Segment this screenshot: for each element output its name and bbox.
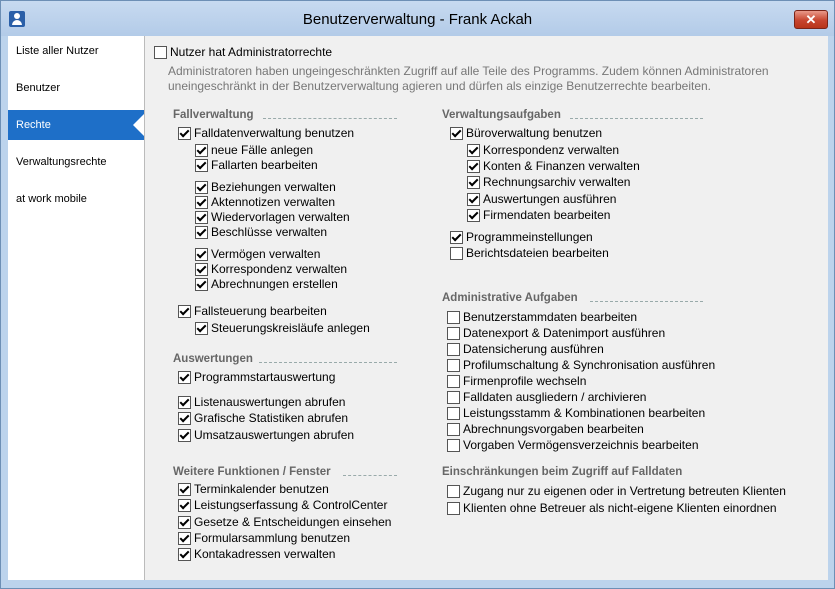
label-beschluesse: Beschlüsse verwalten bbox=[211, 225, 328, 239]
label-abrechnungen: Abrechnungen erstellen bbox=[211, 277, 338, 291]
section-title-weitere-funktionen: Weitere Funktionen / Fenster bbox=[173, 466, 331, 478]
checkbox-klienten-ohne-betreuer[interactable] bbox=[447, 502, 460, 515]
label-terminkalender: Terminkalender benutzen bbox=[194, 482, 329, 496]
label-auswertungen-ausfuehren: Auswertungen ausführen bbox=[483, 192, 617, 206]
checkbox-formularsammlung[interactable] bbox=[178, 532, 191, 545]
label-vorgaben-vermoegensverzeichnis: Vorgaben Vermögensverzeichnis bearbeiten bbox=[463, 438, 699, 452]
label-wiedervorlagen: Wiedervorlagen verwalten bbox=[211, 210, 350, 224]
checkbox-neue-faelle[interactable] bbox=[195, 144, 208, 157]
close-icon: ✕ bbox=[805, 12, 817, 27]
sidebar-item-label: Verwaltungsrechte bbox=[16, 156, 107, 168]
label-fallsteuerung: Fallsteuerung bearbeiten bbox=[194, 304, 327, 318]
label-korrespondenz-buero: Korrespondenz verwalten bbox=[483, 143, 620, 157]
label-firmenprofile: Firmenprofile wechseln bbox=[463, 374, 587, 388]
label-klienten-ohne-betreuer: Klienten ohne Betreuer als nicht-eigene Klienten einordnen bbox=[463, 501, 777, 515]
label-firmendaten: Firmendaten bearbeiten bbox=[483, 208, 611, 222]
label-falldaten-ausgliedern: Falldaten ausgliedern / archivieren bbox=[463, 390, 647, 404]
label-grafische-statistiken: Grafische Statistiken abrufen bbox=[194, 411, 349, 425]
label-vermoegen: Vermögen verwalten bbox=[211, 247, 321, 261]
label-aktennotizen: Aktennotizen verwalten bbox=[211, 195, 336, 209]
checkbox-konten-finanzen[interactable] bbox=[467, 160, 480, 173]
label-profilumschaltung: Profilumschaltung & Synchronisation ausführen bbox=[463, 358, 716, 372]
checkbox-vorgaben-vermoegensverzeichnis[interactable] bbox=[447, 439, 460, 452]
checkbox-umsatzauswertungen[interactable] bbox=[178, 429, 191, 442]
checkbox-grafische-statistiken[interactable] bbox=[178, 412, 191, 425]
label-gesetze: Gesetze & Entscheidungen einsehen bbox=[194, 515, 392, 529]
checkbox-vermoegen[interactable] bbox=[195, 248, 208, 261]
checkbox-fallarten[interactable] bbox=[195, 159, 208, 172]
checkbox-abrechnungsvorgaben[interactable] bbox=[447, 423, 460, 436]
checkbox-zugang-eigene-klienten[interactable] bbox=[447, 485, 460, 498]
label-berichtsdateien: Berichtsdateien bearbeiten bbox=[466, 246, 609, 260]
label-kontakadressen: Kontakadressen verwalten bbox=[194, 547, 336, 561]
checkbox-beschluesse[interactable] bbox=[195, 226, 208, 239]
checkbox-programmeinstellungen[interactable] bbox=[450, 231, 463, 244]
label-fallarten: Fallarten bearbeiten bbox=[211, 158, 318, 172]
admin-description: Administratoren haben ungeingeschränkten Zugriff auf alle Teile des Programms. Zudem können Administratoren uneingeschränkt in der Benutzerverwaltung agieren und dürfen als einzige Benutzerrechte bearbeiten. bbox=[168, 64, 769, 93]
sidebar bbox=[8, 36, 144, 580]
label-programmstartauswertung: Programmstartauswertung bbox=[194, 370, 336, 384]
admin-checkbox[interactable] bbox=[154, 46, 167, 59]
sidebar-item-rechte[interactable] bbox=[8, 110, 144, 140]
checkbox-wiedervorlagen[interactable] bbox=[195, 211, 208, 224]
checkbox-berichtsdateien[interactable] bbox=[450, 247, 463, 260]
section-divider bbox=[343, 475, 397, 476]
close-button[interactable] bbox=[794, 10, 828, 29]
label-listenauswertungen: Listenauswertungen abrufen bbox=[194, 395, 346, 409]
sidebar-item-label: Rechte bbox=[16, 119, 51, 131]
checkbox-profilumschaltung[interactable] bbox=[447, 359, 460, 372]
label-zugang-eigene-klienten: Zugang nur zu eigenen oder in Vertretung betreuten Klienten bbox=[463, 484, 786, 498]
checkbox-falldaten-ausgliedern[interactable] bbox=[447, 391, 460, 404]
checkbox-terminkalender[interactable] bbox=[178, 483, 191, 496]
checkbox-datenexport[interactable] bbox=[447, 327, 460, 340]
section-title-fallverwaltung: Fallverwaltung bbox=[173, 109, 254, 121]
sidebar-item-benutzer[interactable] bbox=[8, 73, 144, 103]
label-neue-faelle: neue Fälle anlegen bbox=[211, 143, 314, 157]
sidebar-item-label: Benutzer bbox=[16, 82, 61, 94]
checkbox-rechnungsarchiv[interactable] bbox=[467, 176, 480, 189]
checkbox-auswertungen-ausfuehren[interactable] bbox=[467, 193, 480, 206]
checkbox-gesetze[interactable] bbox=[178, 516, 191, 529]
section-title-verwaltungsaufgaben: Verwaltungsaufgaben bbox=[442, 109, 561, 121]
checkbox-benutzerstammdaten[interactable] bbox=[447, 311, 460, 324]
section-divider bbox=[263, 118, 397, 119]
label-rechnungsarchiv: Rechnungsarchiv verwalten bbox=[483, 175, 631, 189]
sidebar-item-verwaltungsrechte[interactable] bbox=[8, 147, 144, 177]
label-datensicherung: Datensicherung ausführen bbox=[463, 342, 604, 356]
label-beziehungen: Beziehungen verwalten bbox=[211, 180, 336, 194]
checkbox-fallsteuerung[interactable] bbox=[178, 305, 191, 318]
label-korrespondenz-fall: Korrespondenz verwalten bbox=[211, 262, 348, 276]
checkbox-abrechnungen[interactable] bbox=[195, 278, 208, 291]
window-title: Benutzerverwaltung - Frank Ackah bbox=[302, 11, 533, 28]
label-steuerungskreislaeufe: Steuerungskreisläufe anlegen bbox=[211, 321, 370, 335]
checkbox-falldatenverwaltung[interactable] bbox=[178, 127, 191, 140]
section-title-auswertungen: Auswertungen bbox=[173, 353, 253, 365]
checkbox-beziehungen[interactable] bbox=[195, 181, 208, 194]
label-bueroverwaltung: Büroverwaltung benutzen bbox=[466, 126, 603, 140]
checkbox-korrespondenz-fall[interactable] bbox=[195, 263, 208, 276]
section-divider bbox=[259, 362, 397, 363]
label-leistungsstamm: Leistungsstamm & Kombinationen bearbeiten bbox=[463, 406, 706, 420]
checkbox-firmendaten[interactable] bbox=[467, 209, 480, 222]
title-bar bbox=[1, 1, 834, 36]
label-umsatzauswertungen: Umsatzauswertungen abrufen bbox=[194, 428, 355, 442]
label-falldatenverwaltung: Falldatenverwaltung benutzen bbox=[194, 126, 355, 140]
active-indicator-icon bbox=[133, 114, 144, 136]
checkbox-korrespondenz-buero[interactable] bbox=[467, 144, 480, 157]
section-divider bbox=[570, 118, 703, 119]
label-programmeinstellungen: Programmeinstellungen bbox=[466, 230, 593, 244]
sidebar-item-label: at work mobile bbox=[16, 193, 87, 205]
checkbox-firmenprofile[interactable] bbox=[447, 375, 460, 388]
admin-label: Nutzer hat Administratorrechte bbox=[170, 45, 333, 59]
sidebar-item-label: Liste aller Nutzer bbox=[16, 45, 99, 57]
label-formularsammlung: Formularsammlung benutzen bbox=[194, 531, 351, 545]
checkbox-leistungserfassung[interactable] bbox=[178, 499, 191, 512]
label-benutzerstammdaten: Benutzerstammdaten bearbeiten bbox=[463, 310, 638, 324]
checkbox-bueroverwaltung[interactable] bbox=[450, 127, 463, 140]
checkbox-aktennotizen[interactable] bbox=[195, 196, 208, 209]
checkbox-listenauswertungen[interactable] bbox=[178, 396, 191, 409]
section-divider bbox=[590, 301, 703, 302]
rights-panel bbox=[144, 36, 828, 580]
sidebar-item-at-work-mobile[interactable] bbox=[8, 184, 144, 214]
checkbox-leistungsstamm[interactable] bbox=[447, 407, 460, 420]
sidebar-item-liste-aller-nutzer[interactable] bbox=[8, 36, 144, 66]
section-title-administrative-aufgaben: Administrative Aufgaben bbox=[442, 292, 578, 304]
checkbox-programmstartauswertung[interactable] bbox=[178, 371, 191, 384]
label-abrechnungsvorgaben: Abrechnungsvorgaben bearbeiten bbox=[463, 422, 644, 436]
checkbox-steuerungskreislaeufe[interactable] bbox=[195, 322, 208, 335]
section-title-einschraenkungen: Einschränkungen beim Zugriff auf Falldaten bbox=[442, 466, 683, 478]
checkbox-kontakadressen[interactable] bbox=[178, 548, 191, 561]
label-datenexport: Datenexport & Datenimport ausführen bbox=[463, 326, 666, 340]
label-konten-finanzen: Konten & Finanzen verwalten bbox=[483, 159, 640, 173]
label-leistungserfassung: Leistungserfassung & ControlCenter bbox=[194, 498, 388, 512]
checkbox-datensicherung[interactable] bbox=[447, 343, 460, 356]
